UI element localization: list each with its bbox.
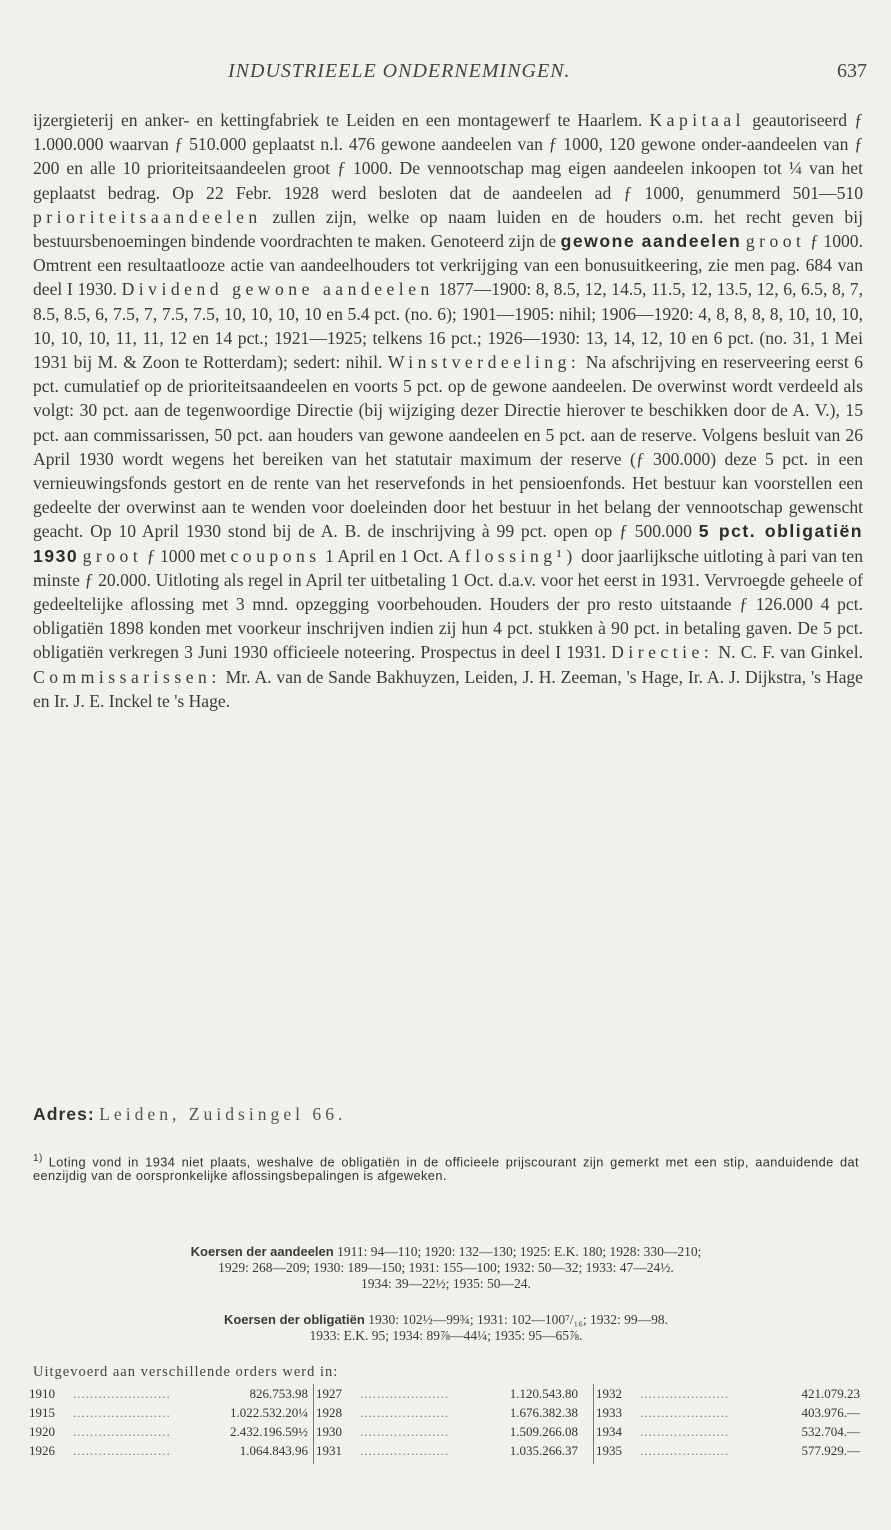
address-label: Adres: bbox=[33, 1104, 95, 1124]
orders-row bbox=[314, 1441, 582, 1460]
text-run: ƒ 1000 met bbox=[142, 545, 231, 566]
leader-dots: ..................... bbox=[360, 1424, 450, 1439]
share-prices-line-2: 1929: 268—209; 1930: 189—150; 1931: 155—100; 1932: 50—32; 1933: 47—24½. bbox=[218, 1260, 674, 1275]
order-year: 1927 bbox=[316, 1386, 342, 1401]
order-year: 1932 bbox=[596, 1386, 622, 1401]
heading-coupons: coupons bbox=[230, 545, 321, 566]
order-amount: 1.120.543.80 bbox=[509, 1386, 578, 1401]
heading-dividend: Dividend gewone aandeelen bbox=[121, 279, 434, 300]
orders-column-3 bbox=[593, 1384, 864, 1464]
order-amount: 1.676.382.38 bbox=[509, 1405, 578, 1420]
orders-row bbox=[314, 1422, 582, 1441]
share-prices-values: 1911: 94—110; 1920: 132—130; 1925: E.K. 180; 1928: 330—210; bbox=[337, 1244, 702, 1259]
order-year: 1935 bbox=[596, 1443, 622, 1458]
heading-directie: Directie: bbox=[611, 642, 714, 663]
orders-column-2 bbox=[313, 1384, 582, 1464]
heading-winstverdeeling: Winstverdeeling: bbox=[387, 352, 581, 373]
text-run: 1877—1900: 8, 8.5, 12, 14.5, 11.5, 12, 13.5, 12, 6, 6.5, 8, 7, 8.5, 8.5, 6, 7.5, 7, 7.5, 7.5, 10, 10, 10, 10 en 5.4 pct. (no. 6); 1901—1905: nihil; 1906—1920: 4, 8, 8, 8, 8, 10, 10, 10, 10, 10, 10, 11, 11, 12 en 14 pct.; 1921—1925; telkens 16 pct.; 1926—1930: 13, 14, 12, 10 en 6 pct. (no. 31, 1 Mei 1931 bij M. & Zoon te Rotterdam); sedert: nihil. bbox=[33, 279, 863, 373]
text-run: geautoriseerd ƒ 1.000.000 waarvan ƒ 510.000 geplaatst n.l. 476 gewone aandeelen van ƒ 1000, 120 gewone onder-aandeelen van ƒ 200 en alle 10 prioriteitsaandeelen groot ƒ 1000. De vennootschap mag eigen aandeelen inkoopen tot ¼ van het geplaatst bedrag. Op 22 Febr. 1928 werd besloten dat de aandeelen ad ƒ 1000, genummerd 501—510 bbox=[33, 110, 863, 203]
orders-row bbox=[27, 1441, 312, 1460]
heading-prioriteitsaandeelen: prioriteitsaandeelen bbox=[33, 206, 262, 227]
order-year: 1910 bbox=[29, 1386, 55, 1401]
order-year: 1931 bbox=[316, 1443, 342, 1458]
leader-dots: ....................... bbox=[73, 1405, 171, 1420]
page-header bbox=[0, 56, 891, 90]
share-prices-line-1 bbox=[33, 1244, 859, 1260]
heading-commissarissen: Commissarissen: bbox=[33, 666, 221, 687]
leader-dots: ..................... bbox=[640, 1386, 730, 1401]
text-run: N. C. F. van Ginkel. bbox=[713, 642, 863, 663]
order-year: 1930 bbox=[316, 1424, 342, 1439]
order-year: 1915 bbox=[29, 1405, 55, 1420]
text-run: 1 April en 1 Oct. bbox=[320, 545, 448, 566]
text-run: ƒ 1000. Omtrent een resultaatlooze actie van aandeelhouders tot verkrijging van een bonusuitkeering, zie men pag. 684 van deel I 1930. bbox=[33, 231, 863, 300]
running-title: INDUSTRIEELE ONDERNEMINGEN. bbox=[228, 60, 571, 82]
leader-dots: ....................... bbox=[73, 1424, 171, 1439]
share-prices-label: Koersen der aandeelen bbox=[190, 1244, 334, 1259]
orders-row bbox=[314, 1403, 582, 1422]
orders-row bbox=[314, 1384, 582, 1403]
heading-kapitaal: Kapitaal bbox=[649, 110, 746, 130]
leader-dots: ..................... bbox=[360, 1405, 450, 1420]
order-year: 1933 bbox=[596, 1405, 622, 1420]
heading-gewone-aandeelen: gewone aandeelen bbox=[560, 231, 742, 252]
address-line bbox=[33, 1104, 346, 1125]
orders-row bbox=[27, 1403, 312, 1422]
order-amount: 421.079.23 bbox=[801, 1386, 860, 1401]
text-run: Na afschrijving en reserveering eerst 6 pct. cumulatief op de prioriteitsaandeelen en voorts 5 pct. op de gewone aandeelen. De overwinst wordt verdeeld als volgt: 30 pct. aan de tegenwoordige Directie (bij wijziging dezer Directie hierover te beschikken door de A. V.), 15 pct. aan commissarissen, 50 pct. aan houders van gewone aandeelen en 5 pct. aan de reserve. Volgens besluit van 26 April 1930 wordt wegens het bereiken van het statutair maximum der reserve (ƒ 300.000) deze 5 pct. in een vernieuwingsfonds gestort en de rente van het reservefonds in het pensioenfonds. Het bestuur kan voorstellen een gedeelte der overwinst aan te wenden voor doeleinden door het bestuur in het belang der vennootschap gewenscht geacht. Op 10 April 1930 stond bij de A. B. de inschrijving à 99 pct. open op ƒ 500.000 bbox=[33, 352, 863, 542]
order-year: 1928 bbox=[316, 1405, 342, 1420]
company-entry-paragraph bbox=[33, 108, 863, 713]
leader-dots: ....................... bbox=[73, 1443, 171, 1458]
orders-table bbox=[27, 1384, 863, 1464]
orders-row bbox=[27, 1422, 312, 1441]
company-entry-text bbox=[33, 108, 863, 713]
order-amount: 1.064.843.96 bbox=[239, 1443, 308, 1458]
leader-dots: ....................... bbox=[73, 1386, 171, 1401]
footnote-mark: 1) bbox=[33, 1153, 43, 1164]
bond-prices-line-2: 1933: E.K. 95; 1934: 89⅞—44¼; 1935: 95—65⅞. bbox=[309, 1328, 583, 1343]
share-prices-line-3: 1934: 39—22½; 1935: 50—24. bbox=[361, 1276, 531, 1291]
leader-dots: ..................... bbox=[640, 1424, 730, 1439]
bond-prices-block bbox=[33, 1312, 859, 1344]
order-amount: 1.035.266.37 bbox=[509, 1443, 578, 1458]
orders-column-1 bbox=[27, 1384, 312, 1464]
orders-title: Uitgevoerd aan verschillende orders werd in: bbox=[33, 1364, 339, 1380]
bond-prices-label: Koersen der obligatiën bbox=[223, 1312, 365, 1327]
order-amount: 577.929.— bbox=[801, 1443, 860, 1458]
text-run: door jaarlijksche uitloting à pari van ten minste ƒ 20.000. Uitloting als regel in April ter uitbetaling 1 Oct. d.a.v. voor het eerst in 1931. Vervroegde geheele of gedeeltelijke aflossing met 3 mnd. opzegging voorbehouden. Houders der pro resto uitstaande ƒ 126.000 4 pct. obligatiën 1898 konden met voorkeur inschrijven indien zij hun 4 pct. stukken à 90 pct. in betaling gaven. De 5 pct. obligatiën verkregen 3 Juni 1930 officieele noteering. Prospectus in deel I 1931. bbox=[33, 545, 863, 663]
leader-dots: ..................... bbox=[360, 1386, 450, 1401]
order-amount: 403.976.— bbox=[801, 1405, 860, 1420]
footnote bbox=[33, 1152, 859, 1183]
heading-groot: groot bbox=[745, 231, 806, 252]
leader-dots: ..................... bbox=[360, 1443, 450, 1458]
order-amount: 826.753.98 bbox=[249, 1386, 308, 1401]
order-year: 1926 bbox=[29, 1443, 55, 1458]
heading-groot-2: groot bbox=[82, 545, 143, 566]
orders-row bbox=[27, 1384, 312, 1403]
bond-prices-line-1 bbox=[33, 1312, 859, 1328]
text-run: zullen zijn, welke op naam luiden en de houders o.m. het recht geven bij bestuursbenoemingen bindende voordrachten te maken. Genoteerd zijn de bbox=[33, 206, 863, 252]
order-amount: 1.022.532.20¼ bbox=[230, 1405, 308, 1420]
leader-dots: ..................... bbox=[640, 1405, 730, 1420]
text-run: ijzergieterij en anker- en kettingfabriek te Leiden en een montagewerf te Haarlem. bbox=[33, 110, 650, 130]
text-run: Mr. A. van de Sande Bakhuyzen, Leiden, J. H. Zeeman, 's Hage, Ir. A. J. Dijkstra, 's Hage en Ir. J. E. Inckel te 's Hage. bbox=[33, 666, 863, 711]
order-year: 1920 bbox=[29, 1424, 55, 1439]
order-amount: 2.432.196.59½ bbox=[230, 1424, 308, 1439]
share-prices-block bbox=[33, 1244, 859, 1292]
address-value: Leiden, Zuidsingel 66. bbox=[99, 1104, 347, 1124]
footnote-text: Loting vond in 1934 niet plaats, weshalve de obligatiën in de officieele prijscourant zijn gemerkt met een stip, aanduidende dat eenzijdig van de oorspronkelijke aflossingsbepalingen is afgeweken. bbox=[33, 1154, 859, 1184]
order-amount: 532.704.— bbox=[801, 1424, 860, 1439]
leader-dots: ..................... bbox=[640, 1443, 730, 1458]
orders-row bbox=[594, 1422, 864, 1441]
orders-row bbox=[594, 1403, 864, 1422]
order-amount: 1.509.266.08 bbox=[509, 1424, 578, 1439]
orders-row bbox=[594, 1384, 864, 1403]
heading-obligatien: 5 pct. obligatiën 1930 bbox=[33, 521, 864, 566]
page-number: 637 bbox=[837, 60, 867, 82]
orders-row bbox=[594, 1441, 864, 1460]
bond-prices-values: 1930: 102½—99¾; 1931: 102—100⁷/₁₆; 1932: 99—98. bbox=[368, 1312, 669, 1327]
heading-aflossing: Aflossing¹) bbox=[447, 545, 577, 566]
order-year: 1934 bbox=[596, 1424, 622, 1439]
